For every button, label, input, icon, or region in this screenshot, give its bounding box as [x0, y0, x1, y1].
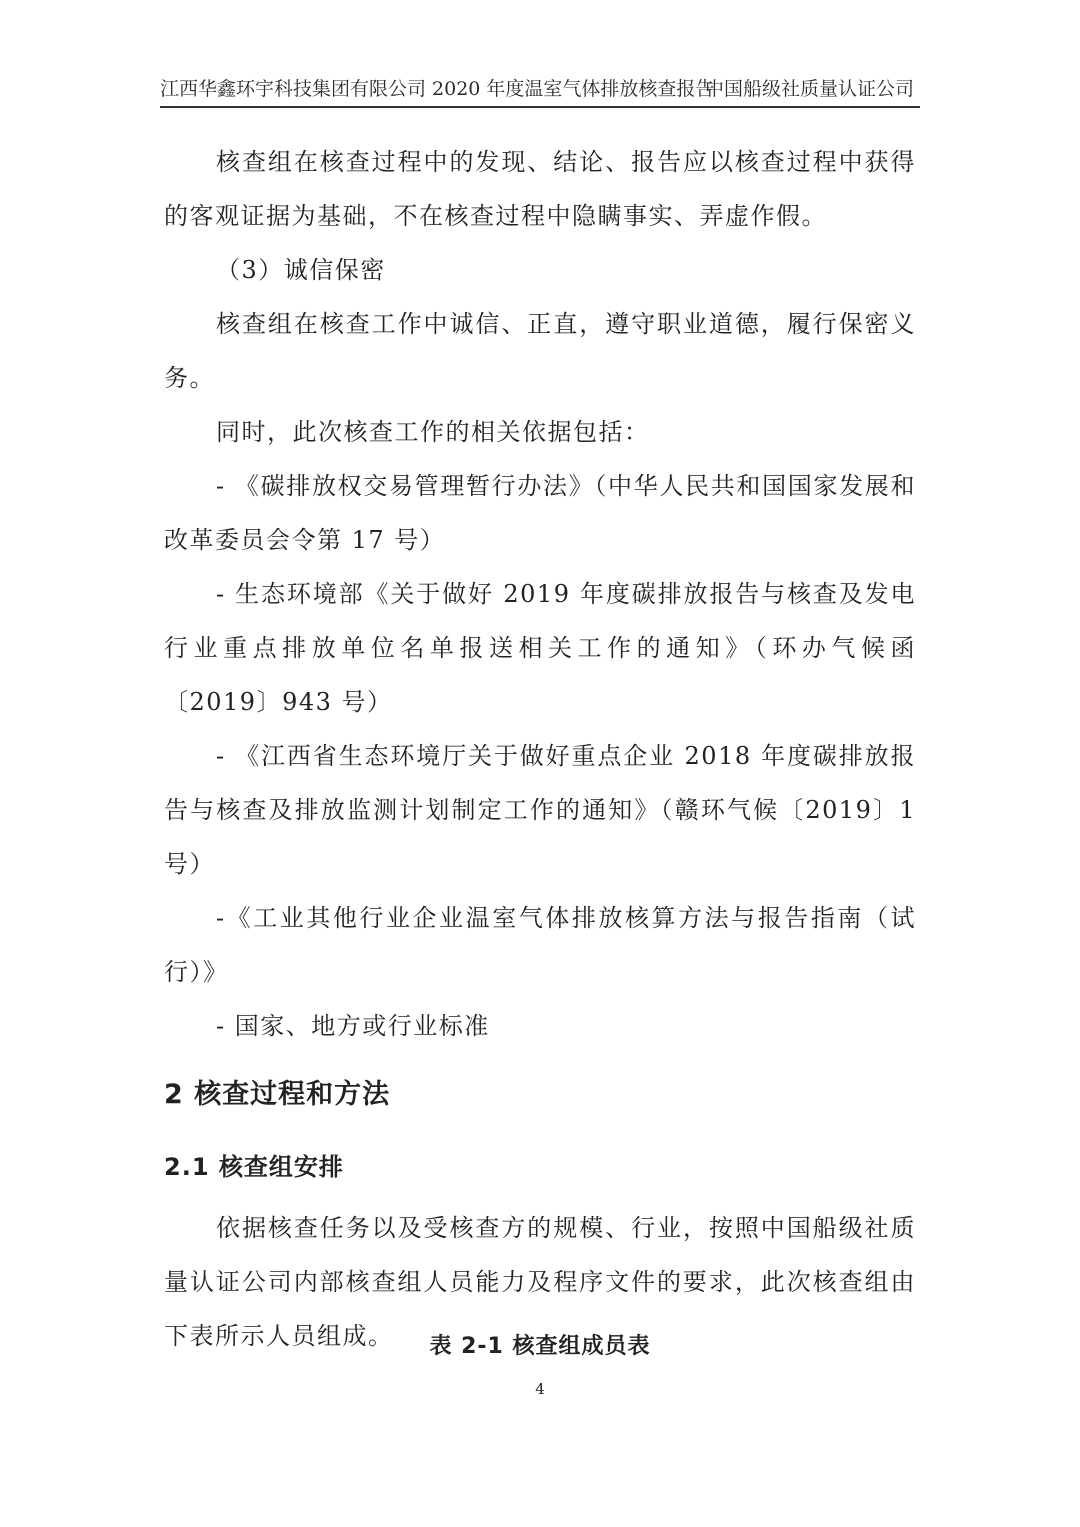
reference-item: - 《碳排放权交易管理暂行办法》（中华人民共和国国家发展和改革委员会令第 17 号）	[164, 472, 916, 554]
page-content	[164, 135, 916, 1363]
table-caption: 表 2-1 核查组成员表	[429, 1334, 651, 1359]
paragraph-integrity: 核查组在核查工作中诚信、正直，遵守职业道德，履行保密义务。	[164, 310, 916, 392]
subsection-heading: 2.1 核查组安排	[164, 1153, 344, 1181]
reference-item: - 国家、地方或行业标准	[216, 1012, 490, 1040]
item-integrity-title: （3）诚信保密	[216, 256, 386, 284]
reference-item: -《工业其他行业企业温室气体排放核算方法与报告指南（试行）》	[164, 904, 916, 986]
header-organization: 中国船级社质量认证公司	[704, 78, 914, 100]
reference-item: - 生态环境部《关于做好 2019 年度碳排放报告与核查及发电行业重点排放单位名单报送相关工作的通知》（环办气候函〔2019〕943 号）	[164, 580, 916, 716]
paragraph-findings: 核查组在核查过程中的发现、结论、报告应以核查过程中获得的客观证据为基础，不在核查过程中隐瞒事实、弄虚作假。	[164, 148, 916, 230]
paragraph-basis-intro: 同时，此次核查工作的相关依据包括：	[216, 418, 650, 446]
page-header	[160, 72, 920, 108]
paragraph-team-arrangement: 依据核查任务以及受核查方的规模、行业，按照中国船级社质量认证公司内部核查组人员能力及程序文件的要求，此次核查组由下表所示人员组成。	[164, 1214, 916, 1350]
header-report-title: 江西华鑫环宇科技集团有限公司 2020 年度温室气体排放核查报告	[160, 78, 715, 100]
page-number: 4	[535, 1380, 545, 1398]
reference-item: - 《江西省生态环境厅关于做好重点企业 2018 年度碳排放报告与核查及排放监测计划制定工作的通知》（赣环气候〔2019〕1 号）	[164, 742, 916, 878]
section-heading: 2 核查过程和方法	[164, 1079, 391, 1110]
